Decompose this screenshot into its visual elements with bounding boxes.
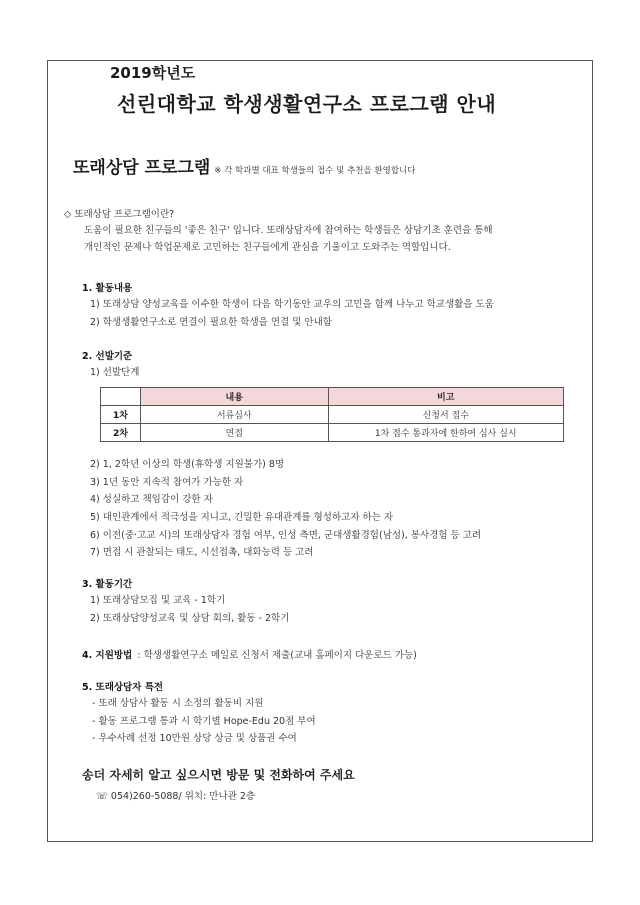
intro-line-2: 개인적인 문제나 학업문제로 고민하는 친구들에게 관심을 기울이고 도와주는 역할입니다. [84,242,451,253]
section-2-item: 4) 성실하고 책임감이 강한 자 [90,494,213,505]
section-2-item: 5) 대인관계에서 적극성을 지니고, 긴밀한 유대관계를 형성하고자 하는 자 [90,512,394,523]
table-header-note: 비고 [328,388,564,406]
section-4-text: : 학생생활연구소 메일로 신청서 제출(교내 홈페이지 다운로드 가능) [137,650,417,661]
section-3-heading: 3. 활동기간 [82,579,133,590]
selection-table [100,387,564,442]
table-stage: 2차 [101,424,141,442]
table-row [101,424,564,442]
section-3-item: 2) 또래상담양성교육 및 상담 회의, 활동 - 2학기 [90,613,290,624]
section-4 [82,643,417,662]
year-label: 2019학년도 [110,64,196,82]
section-2-step: 1) 선발단계 [90,367,140,378]
table-content: 서류심사 [140,406,328,424]
section-1-heading: 1. 활동내용 [82,283,133,294]
section-5-heading: 5. 또래상담자 특전 [82,682,164,693]
section-5-item: - 또래 상담사 활동 시 소정의 활동비 지원 [92,698,264,709]
intro-line-1: 도움이 필요한 친구들의 '좋은 친구' 입니다. 또래상담자에 참여하는 학생들은 상담기초 훈련을 통해 [84,225,493,236]
section-2-item: 6) 이전(중·고교 시)의 또래상담자 경험 여부, 인성 측면, 군대생활경험(남성), 봉사경험 등 고려 [90,530,482,541]
program-title-text: 또래상담 프로그램 [73,158,211,178]
section-3-item: 1) 또래상담모집 및 교육 - 1학기 [90,595,226,606]
closing-message: 송더 자세히 알고 싶으시면 방문 및 전화하여 주세요 [82,768,355,782]
table-corner-cell [101,388,141,406]
section-2-item: 3) 1년 동안 지속적 참여가 가능한 자 [90,477,244,488]
table-header-row [101,388,564,406]
contact-info: ☏ 054)260-5088/ 위치: 만나관 2층 [96,791,256,802]
table-row [101,406,564,424]
section-5-item: - 우수사례 선정 10만원 상당 상금 및 상품권 수여 [92,733,297,744]
section-1-item: 2) 학생생활연구소로 연결이 필요한 학생을 연결 및 안내함 [90,317,332,328]
section-2-item: 2) 1, 2학년 이상의 학생(휴학생 지원불가) 8명 [90,459,285,470]
table-header-content: 내용 [140,388,328,406]
table-note: 1차 접수 통과자에 한하여 심사 실시 [328,424,564,442]
section-5-item: - 활동 프로그램 통과 시 학기별 Hope-Edu 20점 부여 [92,716,316,727]
page-title: 선린대학교 학생생활연구소 프로그램 안내 [117,92,497,116]
program-title [73,153,415,178]
intro-heading: ◇ 또래상담 프로그램이란? [64,209,175,220]
section-2-item: 7) 면접 시 관찰되는 태도, 시선접촉, 대화능력 등 고려 [90,547,314,558]
table-note: 신청서 접수 [328,406,564,424]
section-1-item: 1) 또래상담 양성교육을 이수한 학생이 다음 학기동안 교우의 고민을 함께 나누고 학교생활을 도움 [90,299,494,310]
program-note: ※ 각 학과별 대표 학생들의 접수 및 추천을 환영합니다 [214,166,416,176]
table-content: 면접 [140,424,328,442]
table-stage: 1차 [101,406,141,424]
section-4-heading: 4. 지원방법 [82,650,133,661]
section-2-heading: 2. 선발기준 [82,351,133,362]
